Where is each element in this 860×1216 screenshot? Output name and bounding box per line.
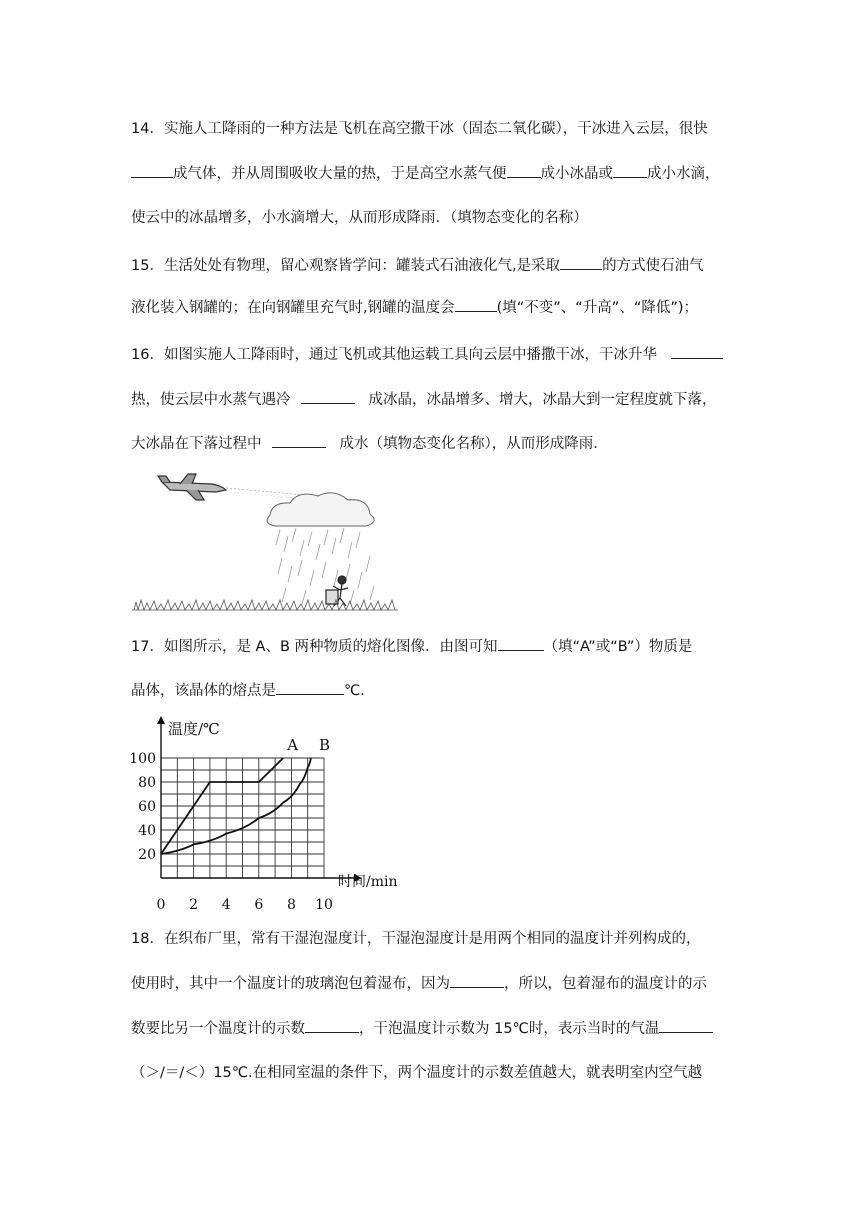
answer-blank[interactable] xyxy=(276,680,344,695)
y-tick-label: 20 xyxy=(138,847,156,863)
cloud-seeding-illustration xyxy=(130,470,400,615)
answer-blank[interactable] xyxy=(301,389,355,404)
melting-curve-chart xyxy=(128,712,418,912)
x-tick-label: 4 xyxy=(221,897,231,912)
answer-blank[interactable] xyxy=(507,163,541,178)
y-axis-arrow-icon xyxy=(157,716,165,724)
x-tick-label: 6 xyxy=(254,897,264,912)
y-tick-label: 100 xyxy=(129,751,156,767)
x-tick-label: 10 xyxy=(315,897,333,912)
q17-line-2: 晶体，该晶体的熔点是 ℃． xyxy=(131,680,375,701)
answer-blank[interactable] xyxy=(671,344,723,359)
answer-blank[interactable] xyxy=(450,973,504,988)
answer-blank[interactable] xyxy=(613,163,647,178)
series-label-a: A xyxy=(287,736,299,754)
y-tick-label: 40 xyxy=(138,823,156,839)
cloud-icon xyxy=(267,493,374,526)
x-tick-label: 8 xyxy=(286,897,296,912)
y-axis-label: 温度/℃ xyxy=(168,720,220,738)
answer-blank[interactable] xyxy=(272,433,326,448)
answer-blank[interactable] xyxy=(455,297,497,312)
q15-line-1: 15．生活处处有物理，留心观察皆学问：罐装式石油液化气,是采取 的方式使石油气 xyxy=(131,255,704,276)
chart-series xyxy=(161,736,330,854)
q18-line-2: 使用时，其中一个温度计的玻璃泡包着湿布，因为 ，所以，包着湿布的温度计的示 xyxy=(131,973,707,994)
q16-line-3: 大冰晶在下落过程中 成水（填物态变化名称），从而形成降雨． xyxy=(131,433,608,454)
answer-blank[interactable] xyxy=(305,1018,359,1033)
q14-line-2: 成气体，并从周围吸收大量的热，于是高空水蒸气便 成小冰晶或 成小水滴， xyxy=(131,163,720,184)
q15-line-2: 液化装入钢罐的；在向钢罐里充气时,钢罐的温度会 (填“不变”、“升高”、“降低”)； xyxy=(131,297,698,318)
answer-blank[interactable] xyxy=(659,1018,713,1033)
answer-blank[interactable] xyxy=(560,255,602,270)
chart-axes xyxy=(157,716,362,882)
x-tick-label: 0 xyxy=(156,897,166,912)
q16-line-1: 16．如图实施人工降雨时，通过飞机或其他运载工具向云层中播撒干冰，干冰升华 xyxy=(131,344,723,365)
x-axis-label: 时间/min xyxy=(338,874,398,890)
answer-blank[interactable] xyxy=(498,636,544,651)
q18-line-1: 18．在织布厂里，常有干湿泡湿度计，干湿泡湿度计是用两个相同的温度计并列构成的， xyxy=(131,931,701,947)
q18-line-3: 数要比另一个温度计的示数 ，干泡温度计示数为 15℃时，表示当时的气温 xyxy=(131,1018,713,1039)
answer-blank[interactable] xyxy=(131,163,173,178)
q16-line-2: 热，使云层中水蒸气遇冷 成冰晶，冰晶增多、增大，冰晶大到一定程度就下落， xyxy=(131,389,717,410)
q14-line-1: 14．实施人工降雨的一种方法是飞机在高空撒干冰（固态二氧化碳），干冰进入云层，很快 xyxy=(131,121,708,137)
y-tick-label: 80 xyxy=(138,775,156,791)
grass-ground xyxy=(132,600,398,610)
series-label-b: B xyxy=(318,736,330,754)
y-tick-label: 60 xyxy=(138,799,156,815)
person-icon xyxy=(326,576,348,606)
x-tick-label: 2 xyxy=(189,897,199,912)
q18-line-4: （＞/＝/＜）15℃.在相同室温的条件下，两个温度计的示数差值越大，就表明室内空气越 xyxy=(131,1065,703,1081)
rain-icon xyxy=(276,528,374,604)
q17-line-1: 17．如图所示，是 A、B 两种物质的熔化图像．由图可知 （填“A”或“B”）物质是 xyxy=(131,636,692,657)
q14-line-3: 使云中的冰晶增多，小水滴增大，从而形成降雨．（填物态变化的名称） xyxy=(131,210,588,226)
